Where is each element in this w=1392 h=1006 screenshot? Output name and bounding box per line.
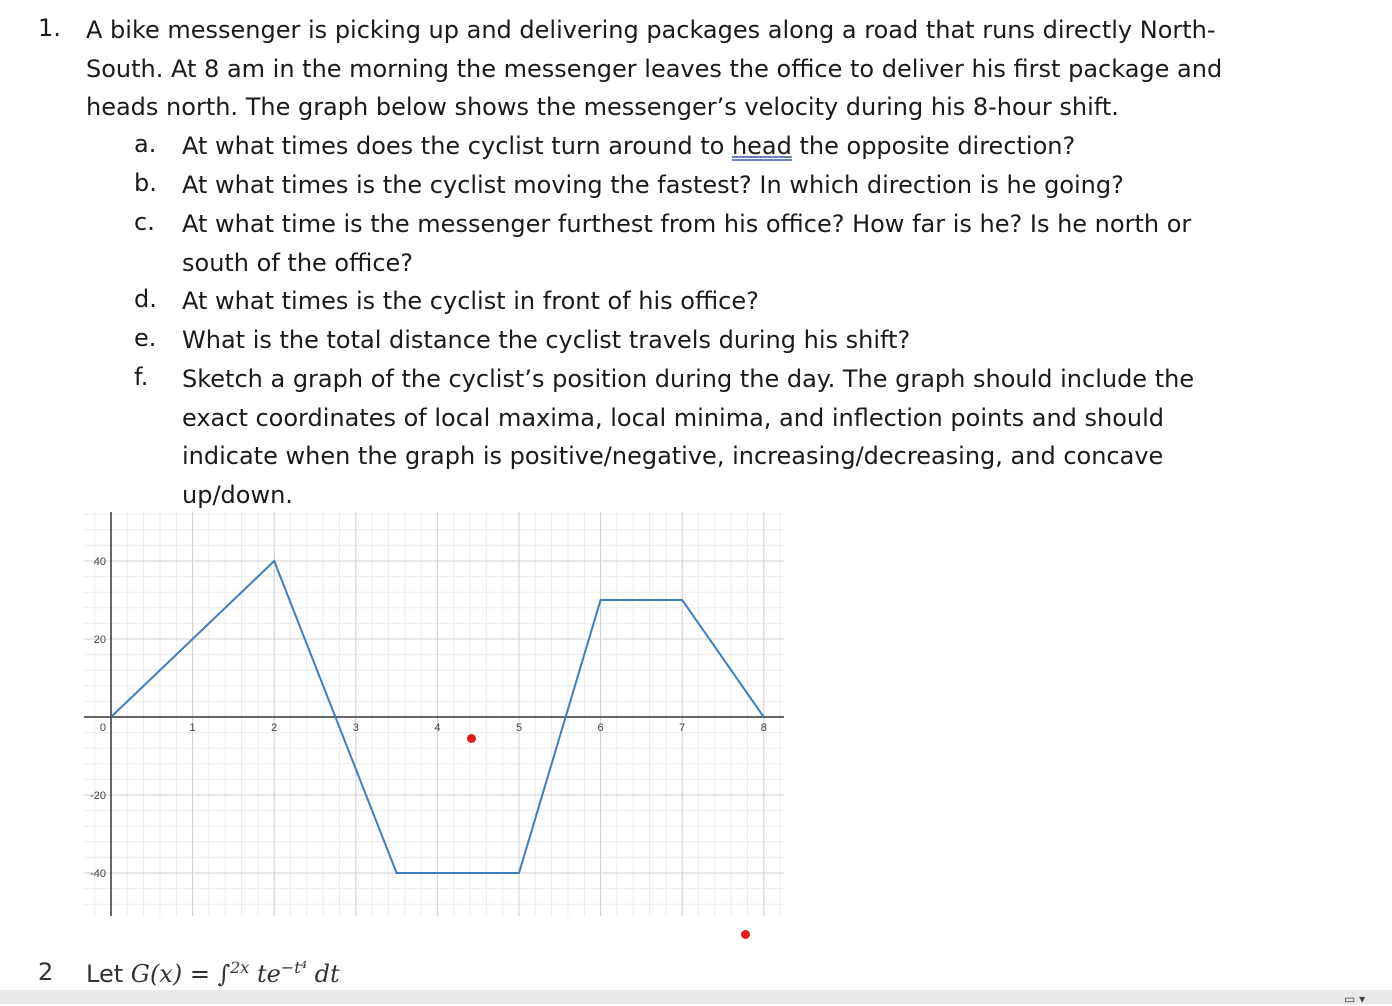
- y-tick-labels: [90, 556, 106, 880]
- part-d-letter: d.: [134, 285, 157, 313]
- x-tick-label: 7: [679, 722, 686, 734]
- question-2-text: Let G(x) = ∫$^{2x}$ $te^{-t^4}$ dt: [86, 958, 340, 988]
- y-tick-label: -40: [90, 868, 106, 880]
- spellcheck-underlined-word[interactable]: head: [731, 132, 792, 160]
- part-c-text: At what time is the messenger furthest from his office? How far is he? Is he north or south of the office?: [182, 210, 1192, 277]
- x-tick-label: 3: [352, 722, 359, 734]
- question-intro: [86, 11, 1236, 127]
- x-tick-label: 4: [434, 722, 441, 734]
- options-icon[interactable]: ▭ ▾: [1344, 992, 1366, 1006]
- intro-line: heads north. The graph below shows the messenger’s velocity during his 8-hour shift.: [86, 93, 1119, 121]
- y-tick-label: -20: [90, 790, 106, 802]
- x-tick-label: 5: [515, 722, 523, 734]
- x-tick-label: 1: [189, 722, 196, 734]
- part-d-text: At what times is the cyclist in front of his office?: [182, 287, 759, 315]
- part-f-text: Sketch a graph of the cyclist’s position during the day. The graph should include the exact coordinates of local maxima, local minima, and inflection points and should indicate when the graph is positive/negative, increasing/decreasing, and concave up/down.: [182, 365, 1195, 509]
- question-number: 1.: [38, 14, 61, 42]
- velocity-graph: [84, 512, 786, 916]
- part-c-letter: c.: [134, 208, 155, 236]
- part-f-letter: f.: [134, 363, 149, 391]
- x-tick-label: 2: [271, 722, 278, 734]
- axes: [84, 512, 784, 916]
- x-tick-label: 8: [760, 722, 767, 734]
- grid-major: [84, 512, 784, 916]
- y-tick-label: 0: [99, 722, 106, 734]
- y-tick-label: 20: [93, 634, 106, 646]
- part-e-text: What is the total distance the cyclist travels during his shift?: [182, 326, 911, 354]
- part-b-letter: b.: [134, 169, 157, 197]
- status-bar: [0, 990, 1392, 1004]
- intro-line: South. At 8 am in the morning the messenger leaves the office to deliver his first package and: [86, 54, 1223, 83]
- intro-line: A bike messenger is picking up and delivering packages along a road that runs directly North-: [86, 16, 1216, 44]
- grid-minor: [84, 512, 784, 916]
- red-dot-marker: [741, 930, 750, 939]
- part-a-text: At what times does the cyclist turn around to head the opposite direction?: [182, 132, 1076, 160]
- y-tick-label: 40: [93, 556, 106, 568]
- x-tick-label: 6: [597, 722, 604, 734]
- part-a-letter: a.: [134, 130, 157, 158]
- question-2-number: 2: [38, 958, 54, 986]
- part-b-text: At what times is the cyclist moving the fastest? In which direction is he going?: [182, 171, 1124, 199]
- red-dot-marker: [467, 734, 476, 743]
- part-e-letter: e.: [134, 324, 157, 352]
